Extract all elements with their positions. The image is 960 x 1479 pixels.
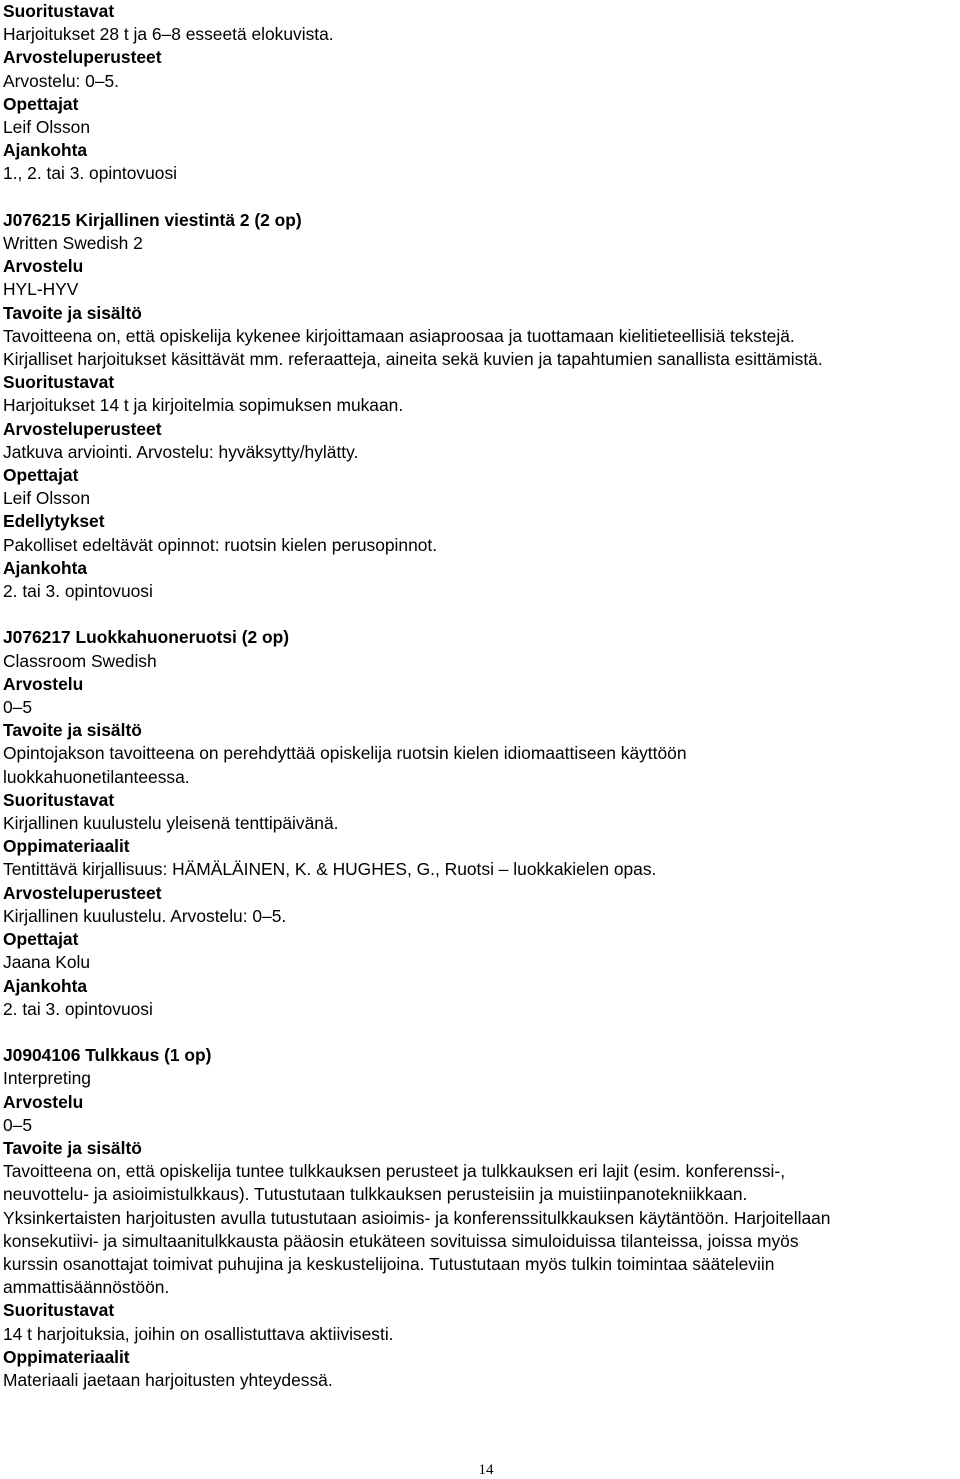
section-heading: Suoritustavat [3, 1300, 115, 1321]
section-heading: Arvosteluperusteet [3, 882, 162, 903]
section-text: Harjoitukset 14 t ja kirjoitelmia sopimuksen mukaan. [3, 395, 404, 416]
section-heading: Arvostelu [3, 256, 84, 277]
section-heading: Oppimateriaalit [3, 1346, 130, 1367]
section-heading: Oppimateriaalit [3, 836, 130, 857]
section-text: Harjoitukset 28 t ja 6–8 esseetä elokuvista. [3, 24, 334, 45]
section-text: luokkahuonetilanteessa. [3, 766, 190, 787]
section-text: 14 t harjoituksia, joihin on osallistuttava aktiivisesti. [3, 1323, 394, 1344]
section-heading: Arvosteluperusteet [3, 47, 162, 68]
section-text: Jaana Kolu [3, 952, 91, 973]
section-text: Kirjallinen kuulustelu. Arvostelu: 0–5. [3, 905, 287, 926]
course-section-prev [3, 0, 959, 186]
section-text: Materiaali jaetaan harjoitusten yhteydessä. [3, 1369, 333, 1390]
section-text: Leif Olsson [3, 488, 90, 509]
section-text: Pakolliset edeltävät opinnot: ruotsin kielen perusopinnot. [3, 534, 438, 555]
section-heading: Ajankohta [3, 140, 88, 161]
section-heading: Arvosteluperusteet [3, 418, 162, 439]
section-heading: Suoritustavat [3, 372, 115, 393]
section-text: konsekutiivi- ja simultaanitulkkausta pääosin etukäteen sovituissa simuloiduissa tilanteissa, joissa myös [3, 1230, 799, 1251]
section-heading: Edellytykset [3, 511, 105, 532]
section-heading: Opettajat [3, 93, 79, 114]
section-text: Tavoitteena on, että opiskelija kykenee kirjoittamaan asiaproosaa ja tuottamaan kielitieteellisiä tekstejä. [3, 325, 795, 346]
section-heading: Ajankohta [3, 557, 88, 578]
section-text: Kirjallinen kuulustelu yleisenä tenttipäivänä. [3, 813, 339, 834]
section-heading: Tavoite ja sisältö [3, 720, 142, 741]
section-heading: Suoritustavat [3, 1, 115, 21]
section-text: Arvostelu: 0–5. [3, 70, 120, 91]
section-text: kurssin osanottajat toimivat puhujina ja keskustelijoina. Tutustutaan myös tulkin toimintaa sääteleviin [3, 1253, 775, 1274]
section-text: Leif Olsson [3, 117, 90, 138]
section-text: Jatkuva arviointi. Arvostelu: hyväksytty/hylätty. [3, 441, 359, 462]
section-text: HYL-HYV [3, 279, 79, 300]
course-J076217 [3, 626, 959, 1020]
section-text: neuvottelu- ja asioimistulkkaus). Tutustutaan tulkkauksen perusteisiin ja muistiinpanotekniikkaan. [3, 1184, 748, 1205]
section-text: 2. tai 3. opintovuosi [3, 998, 153, 1019]
spacer [3, 603, 959, 626]
course-title: J0904106 Tulkkaus (1 op) [3, 1045, 212, 1066]
section-text: Opintojakson tavoitteena on perehdyttää opiskelija ruotsin kielen idiomaattiseen käyttöön [3, 743, 687, 764]
course-subtitle: Written Swedish 2 [3, 233, 143, 254]
section-text: Tentittävä kirjallisuus: HÄMÄLÄINEN, K. & HUGHES, G., Ruotsi – luokkakielen opas. [3, 859, 657, 880]
section-text: 2. tai 3. opintovuosi [3, 581, 153, 602]
spacer [3, 1021, 959, 1044]
section-heading: Opettajat [3, 929, 79, 950]
section-text: ammattisäännöstöön. [3, 1277, 170, 1298]
section-text: 1., 2. tai 3. opintovuosi [3, 163, 178, 184]
spacer [3, 186, 959, 209]
course-title: J076215 Kirjallinen viestintä 2 (2 op) [3, 209, 302, 230]
section-text: Kirjalliset harjoitukset käsittävät mm. referaatteja, aineita sekä kuvien ja tapahtumien sanallista esittämistä. [3, 349, 823, 370]
document-page [3, 0, 959, 1392]
section-heading: Ajankohta [3, 975, 88, 996]
section-heading: Tavoite ja sisältö [3, 302, 142, 323]
section-text: 0–5 [3, 697, 33, 718]
section-text: Tavoitteena on, että opiskelija tuntee tulkkauksen perusteet ja tulkkauksen eri lajit (esim. konferenssi-, [3, 1161, 786, 1182]
course-title: J076217 Luokkahuoneruotsi (2 op) [3, 627, 290, 648]
section-heading: Opettajat [3, 465, 79, 486]
section-heading: Arvostelu [3, 673, 84, 694]
section-heading: Suoritustavat [3, 789, 115, 810]
course-subtitle: Interpreting [3, 1068, 91, 1089]
page-number: 14 [478, 1462, 494, 1478]
section-text: Yksinkertaisten harjoitusten avulla tutustutaan asioimis- ja konferenssitulkkauksen käytäntöön. Harjoitellaan [3, 1207, 831, 1228]
course-J0904106 [3, 1044, 959, 1392]
course-J076215 [3, 209, 959, 603]
section-heading: Tavoite ja sisältö [3, 1137, 142, 1158]
section-heading: Arvostelu [3, 1091, 84, 1112]
course-subtitle: Classroom Swedish [3, 650, 157, 671]
section-text: 0–5 [3, 1114, 33, 1135]
